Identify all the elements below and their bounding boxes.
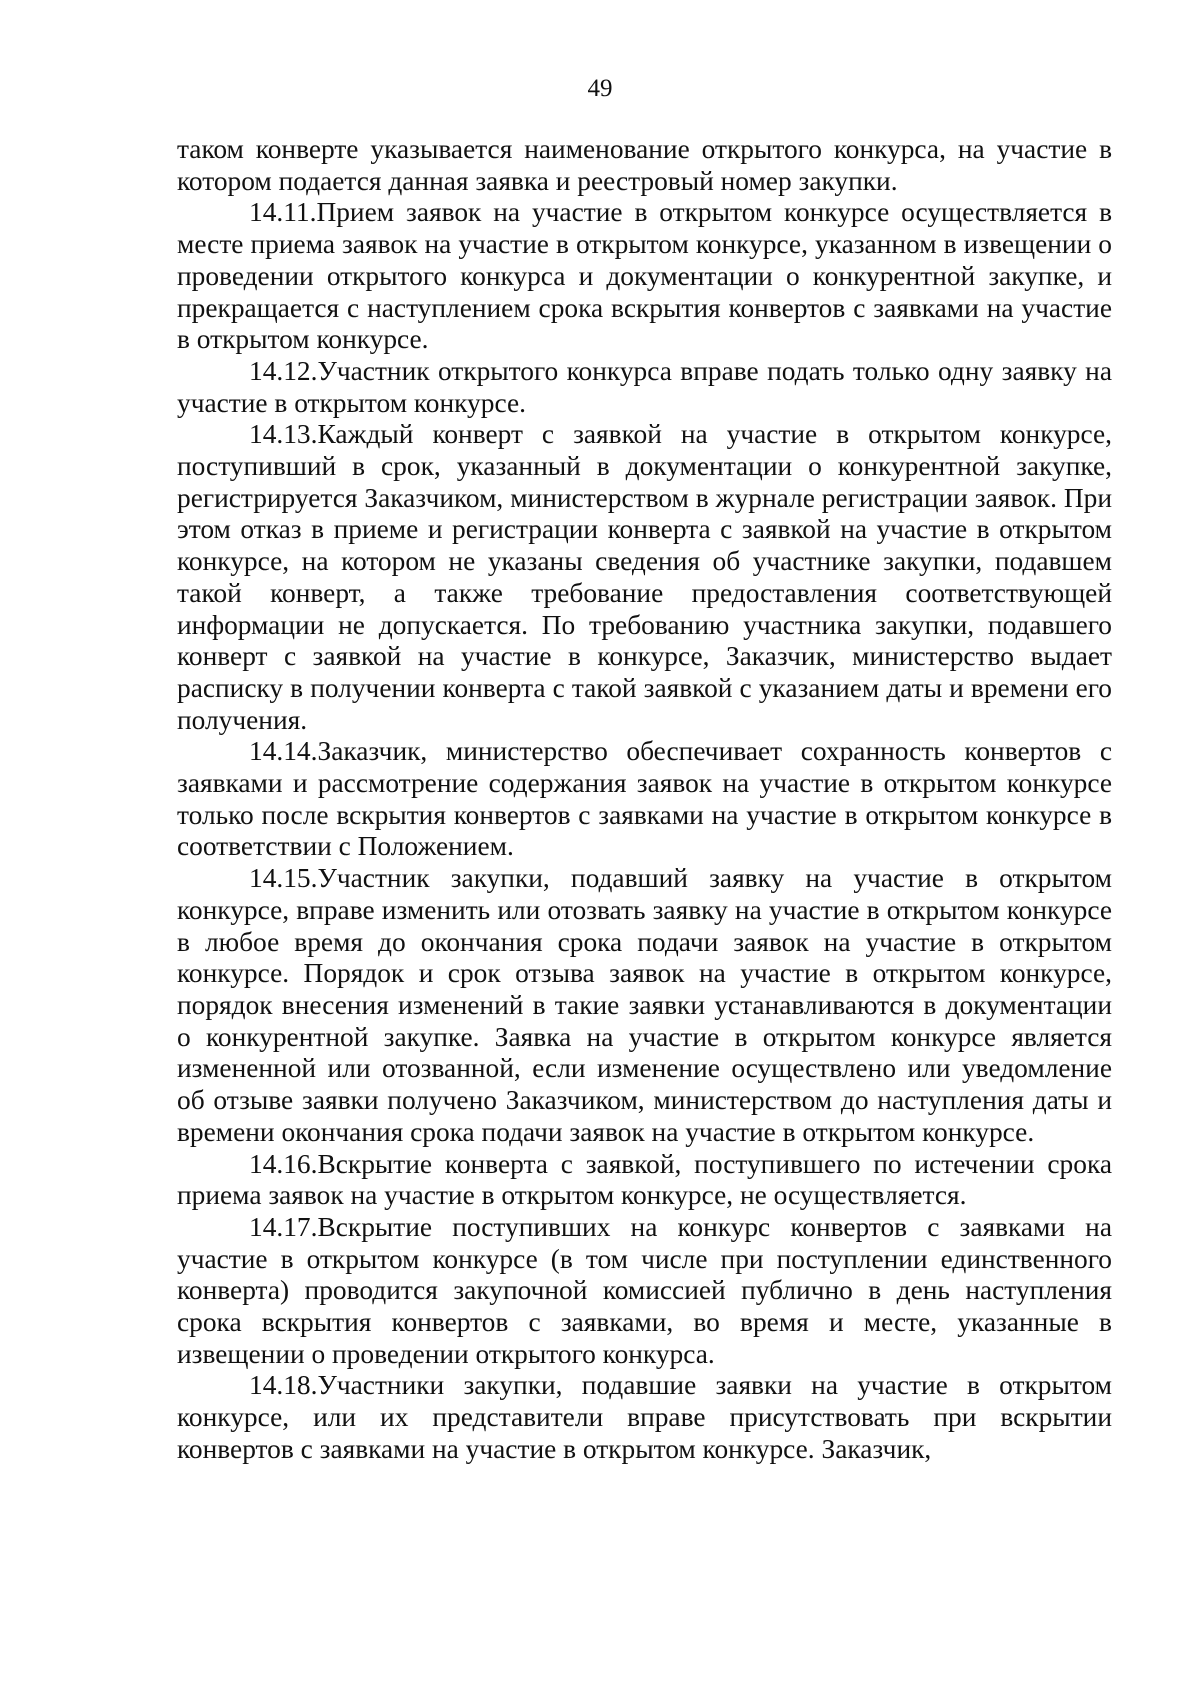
paragraph-14-12: 14.12.Участник открытого конкурса вправе подать только одну заявку на участие в открытом конкурсе. — [177, 355, 1112, 418]
paragraph-14-13: 14.13.Каждый конверт с заявкой на участие в открытом конкурсе, поступивший в срок, указанный в документации о конкурентной закупке, регистрируется Заказчиком, министерством в журнале регистрации заявок. При этом отказ в приеме и регистрации конверта с заявкой на участие в открытом конкурсе, на котором не указаны сведения об участнике закупки, подавшем такой конверт, а также требование предоставления соответствующей информации не допускается. По требованию участника закупки, подавшего конверт с заявкой на участие в конкурсе, Заказчик, министерство выдает расписку в получении конверта с такой заявкой с указанием даты и времени его получения. — [177, 419, 1112, 735]
paragraph-14-17: 14.17.Вскрытие поступивших на конкурс конвертов с заявками на участие в открытом конкурсе (в том числе при поступлении единственного конверта) проводится закупочной комиссией публично в день наступления срока вскрытия конвертов с заявками, во время и месте, указанные в извещении о проведении открытого конкурса. — [177, 1211, 1112, 1369]
paragraph-14-15: 14.15.Участник закупки, подавший заявку на участие в открытом конкурсе, вправе изменить или отозвать заявку на участие в открытом конкурсе в любое время до окончания срока подачи заявок на участие в открытом конкурсе. Порядок и срок отзыва заявок на участие в открытом конкурсе, порядок внесения изменений в такие заявки устанавливаются в документации о конкурентной закупке. Заявка на участие в открытом конкурсе является измененной или отозванной, если изменение осуществлено или уведомление об отзыве заявки получено Заказчиком, министерством до наступления даты и времени окончания срока подачи заявок на участие в открытом конкурсе. — [177, 863, 1112, 1147]
document-body — [177, 134, 1112, 1466]
paragraph-14-11: 14.11.Прием заявок на участие в открытом конкурсе осуществляется в месте приема заявок на участие в открытом конкурсе, указанном в извещении о проведении открытого конкурса и документации о конкурентной закупке, и прекращается с наступлением срока вскрытия конвертов с заявками на участие в открытом конкурсе. — [177, 197, 1112, 355]
paragraph-continuation: таком конверте указывается наименование открытого конкурса, на участие в котором подается данная заявка и реестровый номер закупки. — [177, 134, 1112, 196]
page-number: 49 — [587, 75, 613, 102]
paragraph-14-16: 14.16.Вскрытие конверта с заявкой, поступившего по истечении срока приема заявок на участие в открытом конкурсе, не осуществляется. — [177, 1148, 1112, 1211]
paragraph-14-18: 14.18.Участники закупки, подавшие заявки на участие в открытом конкурсе, или их представители вправе присутствовать при вскрытии конвертов с заявками на участие в открытом конкурсе. Заказчик, — [177, 1370, 1112, 1464]
paragraph-14-14: 14.14.Заказчик, министерство обеспечивает сохранность конвертов с заявками и рассмотрение содержания заявок на участие в открытом конкурсе только после вскрытия конвертов с заявками на участие в открытом конкурсе в соответствии с Положением. — [177, 736, 1112, 862]
